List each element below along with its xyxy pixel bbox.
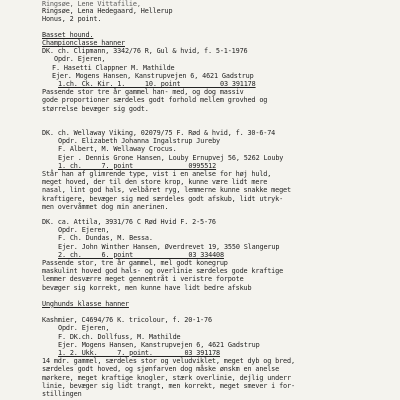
text-line: linie, bevæger sig lidt trangt, men korrekt, meget smever i for- bbox=[42, 381, 295, 390]
class-heading: Unghunds klasse hanner bbox=[42, 299, 129, 308]
text-line: men overvåmmet dog min anerinen. bbox=[42, 202, 169, 211]
text-line: gode proportioner særdeles godt forhold mellem grovhed og bbox=[42, 96, 268, 105]
text-line: Ringsøe, Lene Vittafilie, bbox=[42, 0, 141, 8]
text-line: Opdr. Elizabeth Johanna Ingalstrup Jureby bbox=[58, 137, 221, 146]
section-heading: Basset hound. bbox=[42, 30, 94, 39]
text-line: Står han af glimrende type, vist i en anelse for høj huld, bbox=[42, 169, 272, 178]
dog-entry-title: DK. ch. Clipmann, 3342/76 R, Gul & hvid, f. 5-1-1976 bbox=[42, 47, 248, 56]
text-line: F. Hasetti Clappner M. Mathilde bbox=[52, 63, 175, 72]
text-line: F. Ch. Dundas, M. Bessa. bbox=[58, 234, 153, 243]
result-line: 1. 2. Ukk. 7. point. 03 391178 bbox=[58, 348, 221, 357]
text-line: bevæger sig korrekt, men kunne have lidt bedre afskub bbox=[42, 283, 252, 292]
text-line: F. DK.ch. Dollfuss, M. Mathilde bbox=[58, 332, 181, 341]
result-line: 1. ch. 7. point 0995512 bbox=[58, 161, 217, 170]
text-line: Ejer . Dennis Grone Hansen, Louby Ernupvej 56, 5262 Louby bbox=[58, 153, 284, 162]
dog-entry-title: DK. ch. Wellaway Viking, 02079/75 F. Rød & hvid, f. 30-6-74 bbox=[42, 129, 276, 137]
text-line: Ejer. John Winther Hansen, Øverdrevet 19, 3550 Slangerup bbox=[58, 242, 280, 251]
result-line: 1.ch. Ck. Kir. 1. 10. point 03 391178 bbox=[58, 80, 256, 88]
text-line: 14 mdr. gammel, særdeles stor og veludviklet, meget dyb og bred, bbox=[42, 357, 295, 366]
text-line: Ringsøe, Lena Hedegaard, Hellerup bbox=[42, 7, 173, 16]
text-line: særdeles godt hoved, og sjønfarven dog måske ønskm en anelse bbox=[42, 365, 280, 374]
text-line: mørkere, meget kraftige knogler, stærk overlinie, dejlig underr bbox=[42, 373, 291, 382]
text-line: Ejer. Mogens Hansen, Kanstrupvejen 6, 4621 Gadstrup bbox=[52, 71, 254, 80]
class-heading: Championclasse hanner bbox=[42, 39, 125, 48]
dog-entry-title: Kashmier, C4694/76 K. tricolour, f. 20-1-76 bbox=[42, 316, 212, 325]
text-line: Passende stor tre år gammel han- med, og dog massiv bbox=[42, 88, 244, 97]
text-line: meget hoved, der til den store krop, kunne være lidt mere bbox=[42, 178, 268, 187]
text-line: stillingen bbox=[42, 389, 82, 398]
text-line: Opdr. Ejeren, bbox=[58, 324, 110, 333]
text-line: kraftigere, bevæger sig med særdeles godt afskub, lidt utryk- bbox=[42, 194, 284, 203]
text-line: Opdr. Ejeren, bbox=[54, 55, 106, 64]
result-line: 2. ch. 6. point 03 334408 bbox=[58, 250, 224, 259]
text-line: Ejer. Mogens Hansen, Kanstrupvejen 6, 4621 Gadstrup bbox=[58, 340, 260, 349]
text-line: Honus, 2 point. bbox=[42, 15, 102, 24]
text-line: lemmer desværre meget gennemtråt i veristre forpote bbox=[42, 275, 244, 284]
text-line: maskulint hoved god hals- og overlinie særdeles gode kraftige bbox=[42, 267, 284, 276]
text-line: Opdr. Ejeren, bbox=[58, 226, 110, 235]
text-line: størrelse bevæger sig godt. bbox=[42, 104, 149, 113]
text-line: F. Albert, M. Wellaway Crocus. bbox=[58, 145, 177, 154]
text-line: nasal, lint god hals, velbåret ryg, lemmerne kunne snakke meget bbox=[42, 186, 291, 195]
dog-entry-title: DK. ca. Attila, 3931/76 C Rød Hvid F. 2-5-76 bbox=[42, 218, 216, 227]
text-line: Passende stor, tre år gammel, mel godt konegrup bbox=[42, 259, 228, 267]
